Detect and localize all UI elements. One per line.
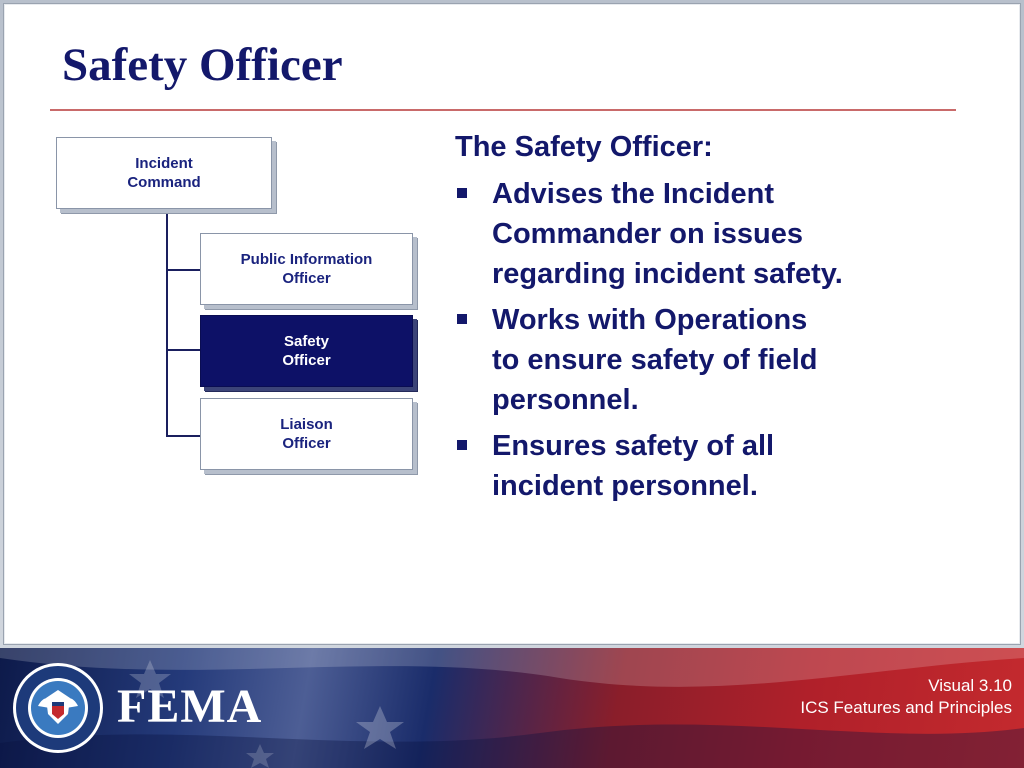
org-box-safety-officer <box>200 315 413 387</box>
org-box-label-line1: Incident <box>135 155 193 172</box>
slide-title: Safety Officer <box>62 39 343 91</box>
org-connector-vertical <box>166 209 168 437</box>
visual-number: Visual 3.10 <box>928 676 1012 695</box>
bullet-text: Advises the Incident <box>492 178 775 210</box>
title-divider <box>50 109 956 111</box>
bullet-intro: The Safety Officer: <box>455 131 713 163</box>
org-box-incident-command <box>56 137 272 209</box>
bullet-list <box>455 130 935 512</box>
org-box-label-line1: Safety <box>283 333 329 350</box>
org-connector-pio <box>166 269 200 271</box>
org-box-label-line1: Public Information <box>240 251 373 268</box>
bullet-item <box>455 426 935 506</box>
bullet-item <box>455 300 935 420</box>
bullet-text: personnel. <box>492 384 639 416</box>
bullet-text: Commander on issues <box>492 218 804 250</box>
footer-banner <box>0 648 1024 768</box>
bullet-text: Ensures safety of all <box>492 430 775 462</box>
org-connector-liaison <box>166 435 200 437</box>
org-box-label-line2: Officer <box>282 352 331 369</box>
course-title: ICS Features and Principles <box>800 698 1012 717</box>
org-box-public-information-officer <box>200 233 413 305</box>
org-box-label-line2: Officer <box>282 435 331 452</box>
bullet-text: Works with Operations <box>492 304 808 336</box>
footer-caption <box>800 675 1012 719</box>
square-bullet-icon <box>457 314 467 324</box>
org-connector-safety <box>166 349 200 351</box>
dhs-seal-icon <box>12 662 104 754</box>
org-box-label-line1: Liaison <box>280 416 333 433</box>
bullet-text: regarding incident safety. <box>492 258 843 290</box>
org-box-liaison-officer <box>200 398 413 470</box>
square-bullet-icon <box>457 440 467 450</box>
square-bullet-icon <box>457 188 467 198</box>
bullet-text: to ensure safety of field <box>492 344 818 376</box>
bullet-text: incident personnel. <box>492 470 758 502</box>
org-box-label-line2: Command <box>127 174 201 191</box>
org-box-label-line2: Officer <box>282 270 331 287</box>
fema-logo-text: FEMA <box>117 680 263 733</box>
bullet-item <box>455 174 935 294</box>
